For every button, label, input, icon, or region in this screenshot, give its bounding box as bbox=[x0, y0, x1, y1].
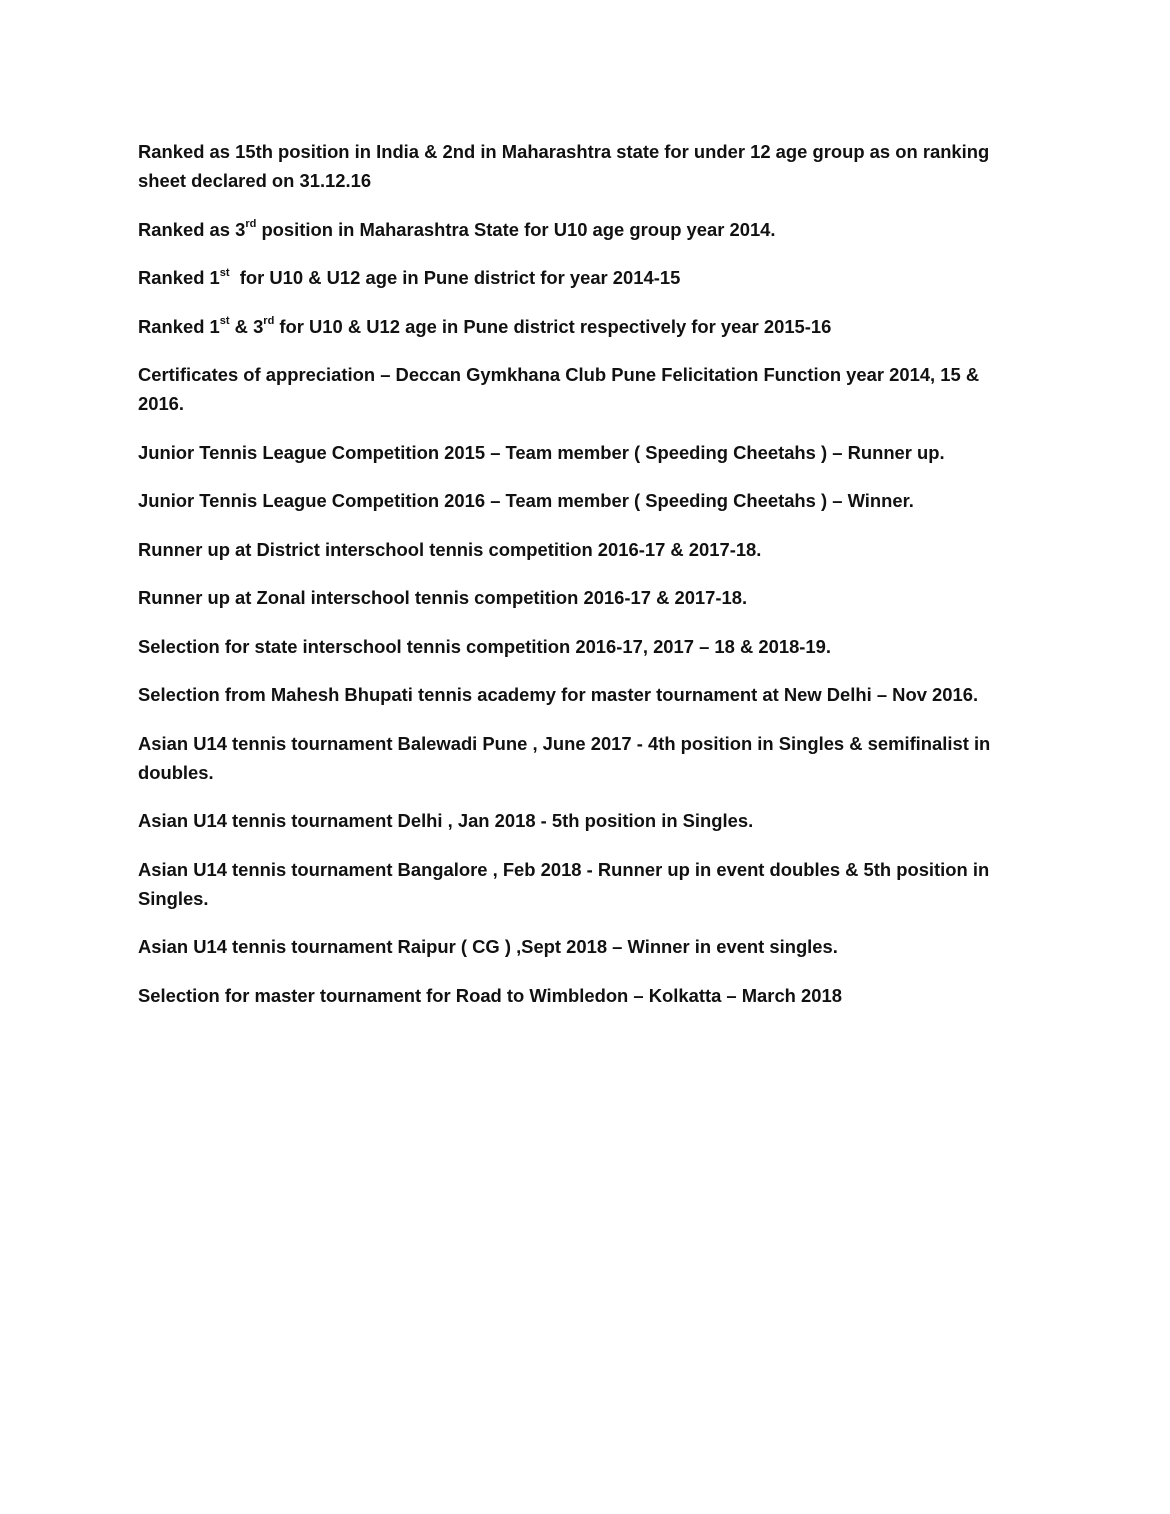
achievement-item bbox=[138, 632, 1018, 661]
achievement-text: position in Maharashtra State for U10 age group year 2014. bbox=[256, 218, 776, 240]
achievement-item bbox=[138, 583, 1018, 612]
achievement-item bbox=[138, 486, 1018, 515]
achievement-text: Selection from Mahesh Bhupati tennis academy for master tournament at New Delhi – Nov 2016. bbox=[138, 684, 979, 705]
achievement-text: Selection for state interschool tennis competition 2016-17, 2017 – 18 & 2018-19. bbox=[138, 635, 831, 657]
achievement-item bbox=[138, 932, 1018, 961]
achievement-text: Ranked 1 bbox=[138, 267, 220, 288]
achievement-text: Ranked 1 bbox=[138, 315, 220, 337]
achievement-text: for U10 & U12 age in Pune district respectively for year 2015-16 bbox=[274, 315, 832, 337]
achievement-text: Runner up at Zonal interschool tennis competition 2016-17 & 2017-18. bbox=[138, 587, 748, 608]
achievement-item bbox=[138, 855, 1018, 913]
achievement-item bbox=[138, 263, 1018, 292]
achievement-text: Junior Tennis League Competition 2016 – Team member ( Speeding Cheetahs ) – Winner. bbox=[138, 490, 914, 511]
achievement-item bbox=[138, 438, 1018, 467]
achievement-text: Runner up at District interschool tennis competition 2016-17 & 2017-18. bbox=[138, 538, 762, 560]
achievement-item bbox=[138, 729, 1018, 787]
achievement-item bbox=[138, 360, 1018, 418]
achievement-item bbox=[138, 312, 1018, 341]
achievement-item bbox=[138, 981, 1018, 1010]
achievement-item bbox=[138, 680, 1018, 709]
achievement-text: Ranked as 3 bbox=[138, 218, 246, 240]
achievements-list bbox=[138, 137, 1018, 1029]
achievement-text: Ranked as 15th position in India & 2nd in Maharashtra state for under 12 age group as on ranking sheet declared on 31.12.16 bbox=[138, 141, 990, 191]
achievement-item bbox=[138, 806, 1018, 835]
achievement-text: Asian U14 tennis tournament Delhi , Jan 2018 - 5th position in Singles. bbox=[138, 810, 754, 831]
ordinal-suffix: rd bbox=[245, 218, 257, 231]
achievement-item bbox=[138, 535, 1018, 564]
achievement-item bbox=[138, 215, 1018, 244]
achievement-text: & 3 bbox=[229, 315, 264, 337]
achievement-item bbox=[138, 137, 1018, 195]
ordinal-suffix: st bbox=[219, 266, 230, 279]
ordinal-suffix: rd bbox=[263, 315, 275, 328]
achievement-text: Asian U14 tennis tournament Raipur ( CG ) ,Sept 2018 – Winner in event singles. bbox=[138, 936, 838, 957]
achievement-text: for U10 & U12 age in Pune district for year 2014-15 bbox=[229, 267, 681, 288]
achievement-text: Junior Tennis League Competition 2015 – Team member ( Speeding Cheetahs ) – Runner up. bbox=[138, 441, 945, 463]
achievement-text: Selection for master tournament for Road to Wimbledon – Kolkatta – March 2018 bbox=[138, 984, 842, 1006]
achievement-text: Certificates of appreciation – Deccan Gymkhana Club Pune Felicitation Function year 2014, 15 & 2016. bbox=[138, 364, 980, 414]
achievement-text: Asian U14 tennis tournament Bangalore , Feb 2018 - Runner up in event doubles & 5th position in Singles. bbox=[138, 858, 990, 909]
ordinal-suffix: st bbox=[219, 315, 230, 328]
achievement-text: Asian U14 tennis tournament Balewadi Pune , June 2017 - 4th position in Singles & semifinalist in doubles. bbox=[138, 732, 991, 783]
